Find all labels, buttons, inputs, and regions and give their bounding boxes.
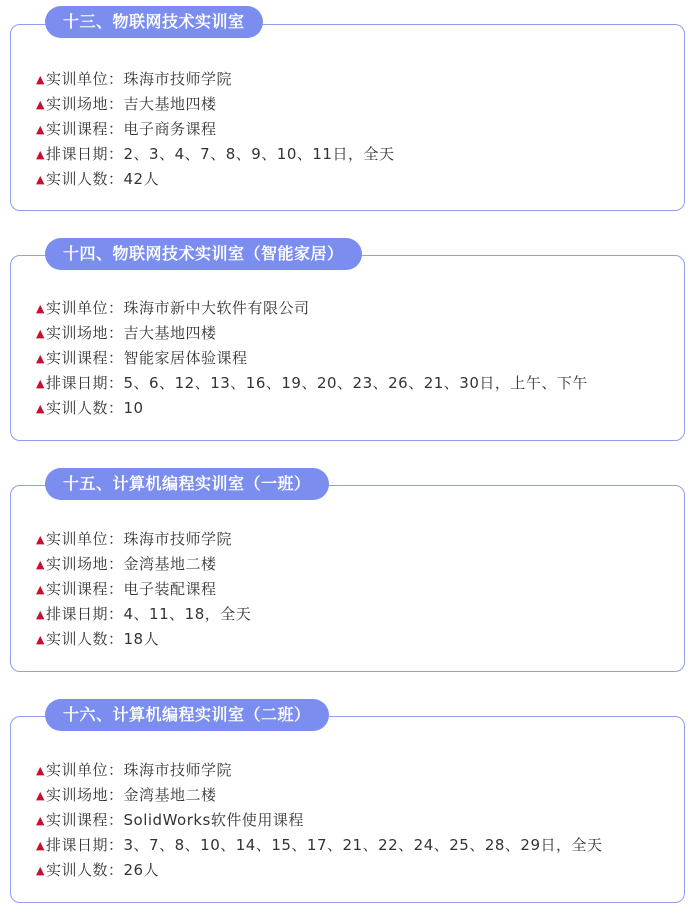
row-value: 智能家居体验课程 bbox=[123, 349, 248, 367]
triangle-bullet-icon: ▲ bbox=[36, 173, 45, 186]
row-value: 珠海市技师学院 bbox=[123, 70, 233, 88]
info-row bbox=[36, 783, 603, 808]
row-label: 实训场地： bbox=[46, 95, 124, 113]
info-row bbox=[36, 117, 394, 142]
triangle-bullet-icon: ▲ bbox=[36, 302, 45, 315]
info-row bbox=[36, 346, 588, 371]
triangle-bullet-icon: ▲ bbox=[36, 73, 45, 86]
section-title: 十五、计算机编程实训室（一班） bbox=[45, 468, 329, 500]
row-label: 实训场地： bbox=[46, 324, 124, 342]
triangle-bullet-icon: ▲ bbox=[36, 608, 45, 621]
triangle-bullet-icon: ▲ bbox=[36, 123, 45, 136]
row-label: 实训课程： bbox=[46, 120, 124, 138]
triangle-bullet-icon: ▲ bbox=[36, 98, 45, 111]
info-row bbox=[36, 808, 603, 833]
info-row bbox=[36, 858, 603, 883]
row-value: SolidWorks软件使用课程 bbox=[123, 811, 304, 829]
row-value: 10 bbox=[123, 399, 144, 417]
triangle-bullet-icon: ▲ bbox=[36, 558, 45, 571]
row-label: 实训单位： bbox=[46, 70, 124, 88]
section-title: 十六、计算机编程实训室（二班） bbox=[45, 699, 329, 731]
section-title: 十三、物联网技术实训室 bbox=[45, 6, 263, 38]
row-label: 实训课程： bbox=[46, 580, 124, 598]
row-label: 实训课程： bbox=[46, 811, 124, 829]
info-row bbox=[36, 833, 603, 858]
triangle-bullet-icon: ▲ bbox=[36, 327, 45, 340]
info-row bbox=[36, 758, 603, 783]
triangle-bullet-icon: ▲ bbox=[36, 789, 45, 802]
info-list bbox=[36, 296, 588, 421]
info-row bbox=[36, 627, 251, 652]
row-value: 吉大基地四楼 bbox=[123, 95, 217, 113]
row-value: 珠海市技师学院 bbox=[123, 530, 233, 548]
info-row bbox=[36, 396, 588, 421]
info-list bbox=[36, 758, 603, 883]
row-label: 排课日期： bbox=[46, 145, 124, 163]
info-row bbox=[36, 296, 588, 321]
row-label: 排课日期： bbox=[46, 605, 124, 623]
row-value: 金湾基地二楼 bbox=[123, 555, 217, 573]
row-value: 电子装配课程 bbox=[123, 580, 217, 598]
info-list bbox=[36, 67, 394, 192]
triangle-bullet-icon: ▲ bbox=[36, 864, 45, 877]
info-row bbox=[36, 67, 394, 92]
info-row bbox=[36, 92, 394, 117]
row-label: 实训课程： bbox=[46, 349, 124, 367]
info-row bbox=[36, 552, 251, 577]
section-title: 十四、物联网技术实训室（智能家居） bbox=[45, 238, 362, 270]
info-row bbox=[36, 602, 251, 627]
info-row bbox=[36, 321, 588, 346]
row-label: 实训人数： bbox=[46, 399, 124, 417]
row-label: 实训人数： bbox=[46, 861, 124, 879]
triangle-bullet-icon: ▲ bbox=[36, 377, 45, 390]
row-label: 实训单位： bbox=[46, 530, 124, 548]
info-list bbox=[36, 527, 251, 652]
row-label: 实训单位： bbox=[46, 761, 124, 779]
row-value: 5、6、12、13、16、19、20、23、26、21、30日，上午、下午 bbox=[123, 374, 588, 392]
info-row bbox=[36, 577, 251, 602]
row-value: 4、11、18，全天 bbox=[123, 605, 252, 623]
triangle-bullet-icon: ▲ bbox=[36, 839, 45, 852]
row-value: 26人 bbox=[123, 861, 160, 879]
row-value: 珠海市技师学院 bbox=[123, 761, 233, 779]
info-row bbox=[36, 142, 394, 167]
row-value: 3、7、8、10、14、15、17、21、22、24、25、28、29日，全天 bbox=[123, 836, 603, 854]
row-value: 吉大基地四楼 bbox=[123, 324, 217, 342]
row-value: 2、3、4、7、8、9、10、11日，全天 bbox=[123, 145, 395, 163]
row-value: 42人 bbox=[123, 170, 160, 188]
row-label: 实训人数： bbox=[46, 630, 124, 648]
triangle-bullet-icon: ▲ bbox=[36, 402, 45, 415]
row-value: 18人 bbox=[123, 630, 160, 648]
row-label: 实训场地： bbox=[46, 555, 124, 573]
triangle-bullet-icon: ▲ bbox=[36, 533, 45, 546]
info-row bbox=[36, 371, 588, 396]
info-row bbox=[36, 527, 251, 552]
row-label: 实训人数： bbox=[46, 170, 124, 188]
triangle-bullet-icon: ▲ bbox=[36, 583, 45, 596]
row-value: 珠海市新中大软件有限公司 bbox=[123, 299, 310, 317]
row-label: 排课日期： bbox=[46, 836, 124, 854]
triangle-bullet-icon: ▲ bbox=[36, 814, 45, 827]
triangle-bullet-icon: ▲ bbox=[36, 148, 45, 161]
info-row bbox=[36, 167, 394, 192]
row-value: 电子商务课程 bbox=[123, 120, 217, 138]
row-label: 实训单位： bbox=[46, 299, 124, 317]
triangle-bullet-icon: ▲ bbox=[36, 352, 45, 365]
row-label: 实训场地： bbox=[46, 786, 124, 804]
row-label: 排课日期： bbox=[46, 374, 124, 392]
row-value: 金湾基地二楼 bbox=[123, 786, 217, 804]
triangle-bullet-icon: ▲ bbox=[36, 764, 45, 777]
triangle-bullet-icon: ▲ bbox=[36, 633, 45, 646]
